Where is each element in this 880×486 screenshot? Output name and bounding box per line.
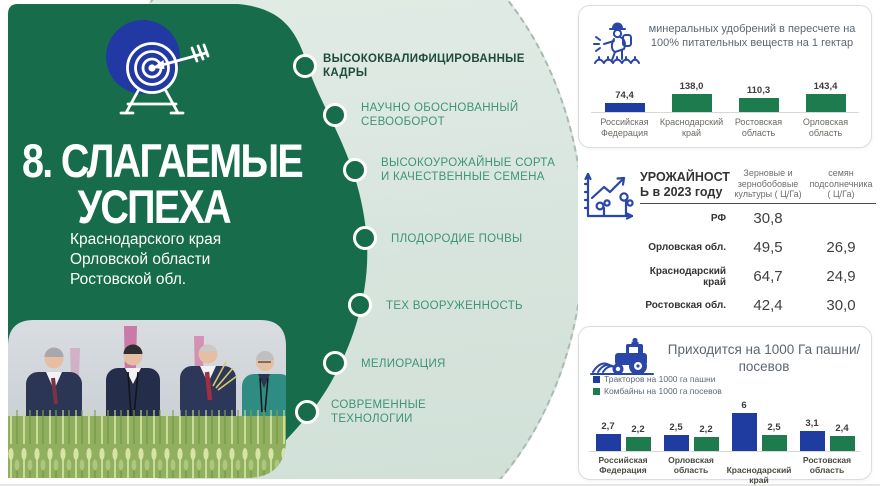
bar-column — [725, 70, 792, 112]
bar-value-label: 2,4 — [835, 423, 849, 434]
subtitle-line: Орловской области — [70, 251, 211, 268]
bar-category-label: Краснодарский край — [726, 465, 792, 485]
bar-column — [658, 70, 725, 112]
bar — [806, 94, 846, 112]
bullet-dot — [353, 226, 377, 250]
factor-label: ПЛОДОРОДИЕ ПОЧВЫ — [391, 233, 523, 245]
fertilizer-bars — [591, 70, 859, 112]
machinery-chart-card — [578, 326, 872, 485]
factor-item-sevooborot — [323, 102, 519, 128]
bar-value-label: 110,3 — [746, 85, 771, 96]
yield-table-rows — [640, 205, 878, 320]
bullet-dot — [295, 400, 319, 424]
bar-group — [657, 399, 725, 451]
table-row — [640, 234, 878, 262]
bar-column — [626, 399, 651, 451]
factor-label: ВЫСОКОУРОЖАЙНЫЕ СОРТА И КАЧЕСТВЕННЫЕ СЕМЕНА — [381, 157, 556, 183]
legend-swatch-blue — [593, 376, 600, 383]
machinery-chart-title: Приходится на 1000 Га пашни/посевов — [667, 342, 861, 374]
bar-column — [591, 70, 658, 112]
delegation-field-photo — [8, 320, 286, 478]
table-row — [640, 263, 878, 291]
bar — [762, 435, 787, 451]
growth-chart-icon — [580, 166, 640, 226]
table-row — [640, 205, 878, 233]
cell-value: 42,4 — [753, 297, 783, 314]
yield-title-line2: Ь в 2023 году — [640, 184, 723, 199]
bar-group — [793, 399, 861, 451]
bullet-dot — [343, 158, 367, 182]
factor-label: НАУЧНО ОБОСНОВАННЫЙ СЕВООБОРОТ — [361, 102, 519, 128]
bar — [800, 431, 825, 451]
yield-col-header-grain: Зерновые и зернобобовые культуры ( Ц/Га) — [734, 168, 802, 199]
bar-category-label: Ростовская область — [734, 117, 783, 138]
bar-column — [762, 399, 787, 451]
bullet-dot — [323, 103, 347, 127]
bar-value-label: 2,2 — [631, 424, 645, 435]
subtitle-line: Краснодарского края — [70, 231, 222, 248]
machinery-card-header — [579, 333, 871, 377]
bar-column — [596, 399, 621, 451]
yield-col-header-sunflower: семян подсолнечника ( Ц/Га) — [809, 168, 873, 199]
slide-subtitle — [70, 230, 221, 290]
bar-column — [830, 399, 855, 451]
slide-title — [22, 134, 303, 233]
bar-value-label: 3,1 — [805, 418, 819, 429]
yield-table-title — [640, 170, 728, 200]
bar — [664, 435, 689, 451]
bar-group — [589, 399, 657, 451]
row-label: РФ — [710, 213, 726, 224]
factor-item-melioracia — [323, 351, 446, 375]
bullet-dot — [323, 351, 347, 375]
legend-label: Комбайны на 1000 га посевов — [604, 386, 722, 396]
bar-value-label: 2,2 — [699, 424, 713, 435]
cell-value: 26,9 — [826, 239, 856, 256]
bar — [672, 94, 712, 112]
slide-title-line2: УСПЕХА — [77, 180, 230, 233]
bar-value-label: 2,5 — [669, 422, 683, 433]
fertilizer-chart-title: минеральных удобрений в пересчете на 100% питательных веществ на 1 гектар — [648, 23, 856, 49]
bar-category-label: Орловская область — [668, 455, 714, 475]
row-label: Ростовская обл. — [645, 300, 726, 311]
bar-value-label: 143,4 — [813, 81, 838, 92]
row-label: Краснодарский край — [649, 265, 726, 288]
legend-item-combines — [593, 385, 871, 397]
yield-table-header — [640, 168, 876, 204]
factor-item-tehvooruzhennost — [348, 293, 523, 317]
yield-table — [640, 156, 878, 324]
factor-label: СОВРЕМЕННЫЕ ТЕХНОЛОГИИ — [331, 399, 427, 425]
bullet-dot — [293, 54, 317, 78]
fertilizer-spreader-icon — [591, 20, 643, 68]
bar-value-label: 138,0 — [679, 81, 704, 92]
bar-value-label: 74,4 — [615, 90, 634, 101]
cell-value: 30,0 — [826, 297, 856, 314]
legend-label: Тракторов на 1000 га пашни — [604, 374, 716, 384]
bar-group — [725, 399, 793, 451]
bar-value-label: 2,7 — [601, 421, 615, 432]
cell-value: 64,7 — [753, 268, 783, 285]
subtitle-line: Ростовской обл. — [70, 271, 187, 288]
row-label: Орловская обл. — [648, 242, 726, 253]
table-row — [640, 292, 878, 320]
bar-category-label: Российская Федерация — [600, 117, 649, 138]
fertilizer-card-header — [579, 20, 871, 68]
yield-title-line1: УРОЖАЙНОСТ — [640, 169, 730, 184]
bar — [694, 437, 719, 451]
bar-column — [792, 70, 859, 112]
factor-label: МЕЛИОРАЦИЯ — [361, 358, 446, 370]
bar-column — [664, 399, 689, 451]
bar — [626, 437, 651, 451]
bar — [596, 434, 621, 451]
bar-value-label: 6 — [741, 400, 747, 411]
bar — [830, 436, 855, 451]
cell-value: 24,9 — [826, 268, 856, 285]
bullet-dot — [348, 293, 372, 317]
bar-category-label: Ростовская область — [802, 455, 852, 475]
bar — [739, 98, 779, 112]
bar-category-label: Орловская область — [802, 117, 849, 138]
bar — [605, 103, 645, 112]
cell-value: 49,5 — [753, 239, 783, 256]
bar-column — [800, 399, 825, 451]
machinery-labels — [589, 451, 861, 485]
bar-column — [732, 399, 757, 451]
bar-value-label: 2,5 — [767, 422, 781, 433]
target-icon — [0, 0, 300, 130]
slide-title-line1: 8. СЛАГАЕМЫЕ — [22, 134, 303, 187]
factor-item-pochva — [353, 226, 523, 250]
bar-category-label: Российская Федерация — [598, 455, 648, 475]
machinery-groups — [589, 399, 861, 451]
bar — [732, 413, 757, 451]
factor-item-kadry — [293, 53, 525, 79]
tractor-icon — [589, 335, 655, 377]
factor-item-semena — [343, 157, 556, 183]
fertilizer-labels — [591, 112, 859, 139]
yield-table-card — [578, 156, 878, 324]
cell-value: 30,8 — [753, 210, 783, 227]
fertilizer-chart-card — [578, 5, 872, 148]
bar-category-label: Краснодарский край — [659, 117, 724, 138]
factor-label: ВЫСОКОКВАЛИФИЦИРОВАННЫЕ КАДРЫ — [323, 53, 525, 79]
legend-swatch-green — [593, 388, 600, 395]
factor-label: ТЕХ ВООРУЖЕННОСТЬ — [386, 300, 523, 312]
bar-column — [694, 399, 719, 451]
factor-item-tehnologii — [295, 399, 427, 425]
